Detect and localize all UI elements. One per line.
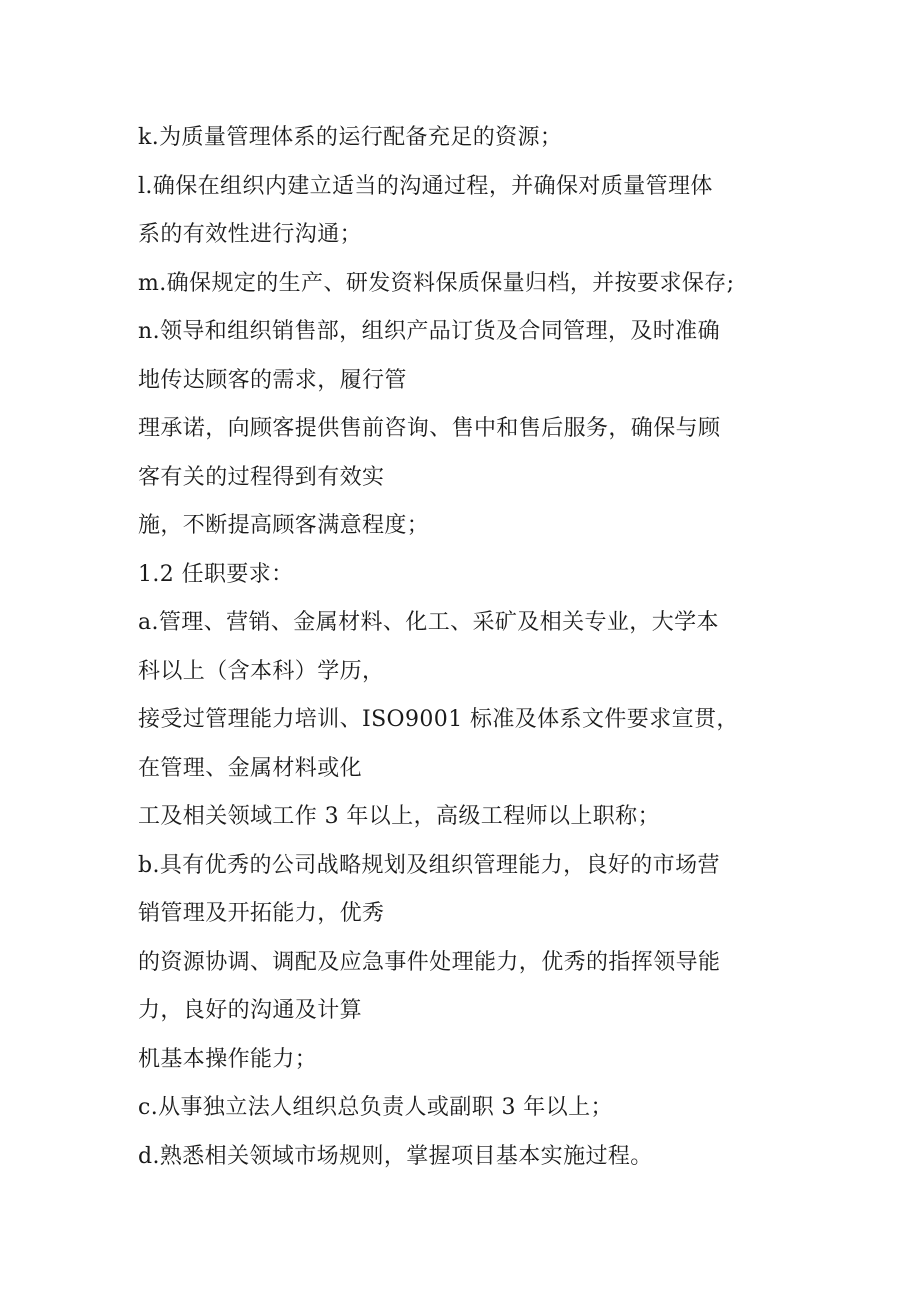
text-line-c: c.从事独立法人组织总负责人或副职 3 年以上； [138,1095,613,1120]
text-line-a-cont-4: 工及相关领域工作 3 年以上，高级工程师以上职称； [138,804,660,829]
text-line-b-cont-3: 力，良好的沟通及计算 [138,998,363,1023]
text-line-d: d.熟悉相关领域市场规则，掌握项目基本实施过程。 [138,1143,653,1169]
text-line-n-cont-4: 施，不断提高顾客满意程度； [138,513,430,538]
text-line-n: n.领导和组织销售部，组织产品订货及合同管理，及时准确 [138,319,720,344]
text-line-b-cont-4: 机基本操作能力； [138,1046,318,1072]
text-line-b-cont-1: 销管理及开拓能力，优秀 [138,901,385,926]
text-line-k: k.为质量管理体系的运行配备充足的资源； [138,125,563,150]
text-line-a-cont-2: 接受过管理能力培训、ISO9001 标准及体系文件要求宣贯， [138,707,739,732]
text-line-m: m.确保规定的生产、研发资料保质保量归档，并按要求保存; [138,270,735,296]
text-line-a-cont-1: 科以上（含本科）学历， [138,658,385,684]
text-line-b-cont-2: 的资源协调、调配及应急事件处理能力，优秀的指挥领导能 [138,949,721,975]
text-line-b: b.具有优秀的公司战略规划及组织管理能力，良好的市场营 [138,852,720,878]
text-line-a-cont-3: 在管理、金属材料或化 [138,755,363,781]
text-line-l: l.确保在组织内建立适当的沟通过程，并确保对质量管理体 [138,173,713,199]
section-heading-requirements: 1.2 任职要求： [138,561,294,587]
text-line-n-cont-2: 理承诺，向顾客提供售前咨询、售中和售后服务，确保与顾 [138,416,721,441]
text-line-n-cont-1: 地传达顾客的需求，履行管 [138,367,407,393]
document-body [138,114,788,1181]
text-line-l-cont: 系的有效性进行沟通； [138,222,363,247]
text-line-n-cont-3: 客有关的过程得到有效实 [138,464,385,490]
text-line-a: a.管理、营销、金属材料、化工、采矿及相关专业，大学本 [138,610,719,635]
